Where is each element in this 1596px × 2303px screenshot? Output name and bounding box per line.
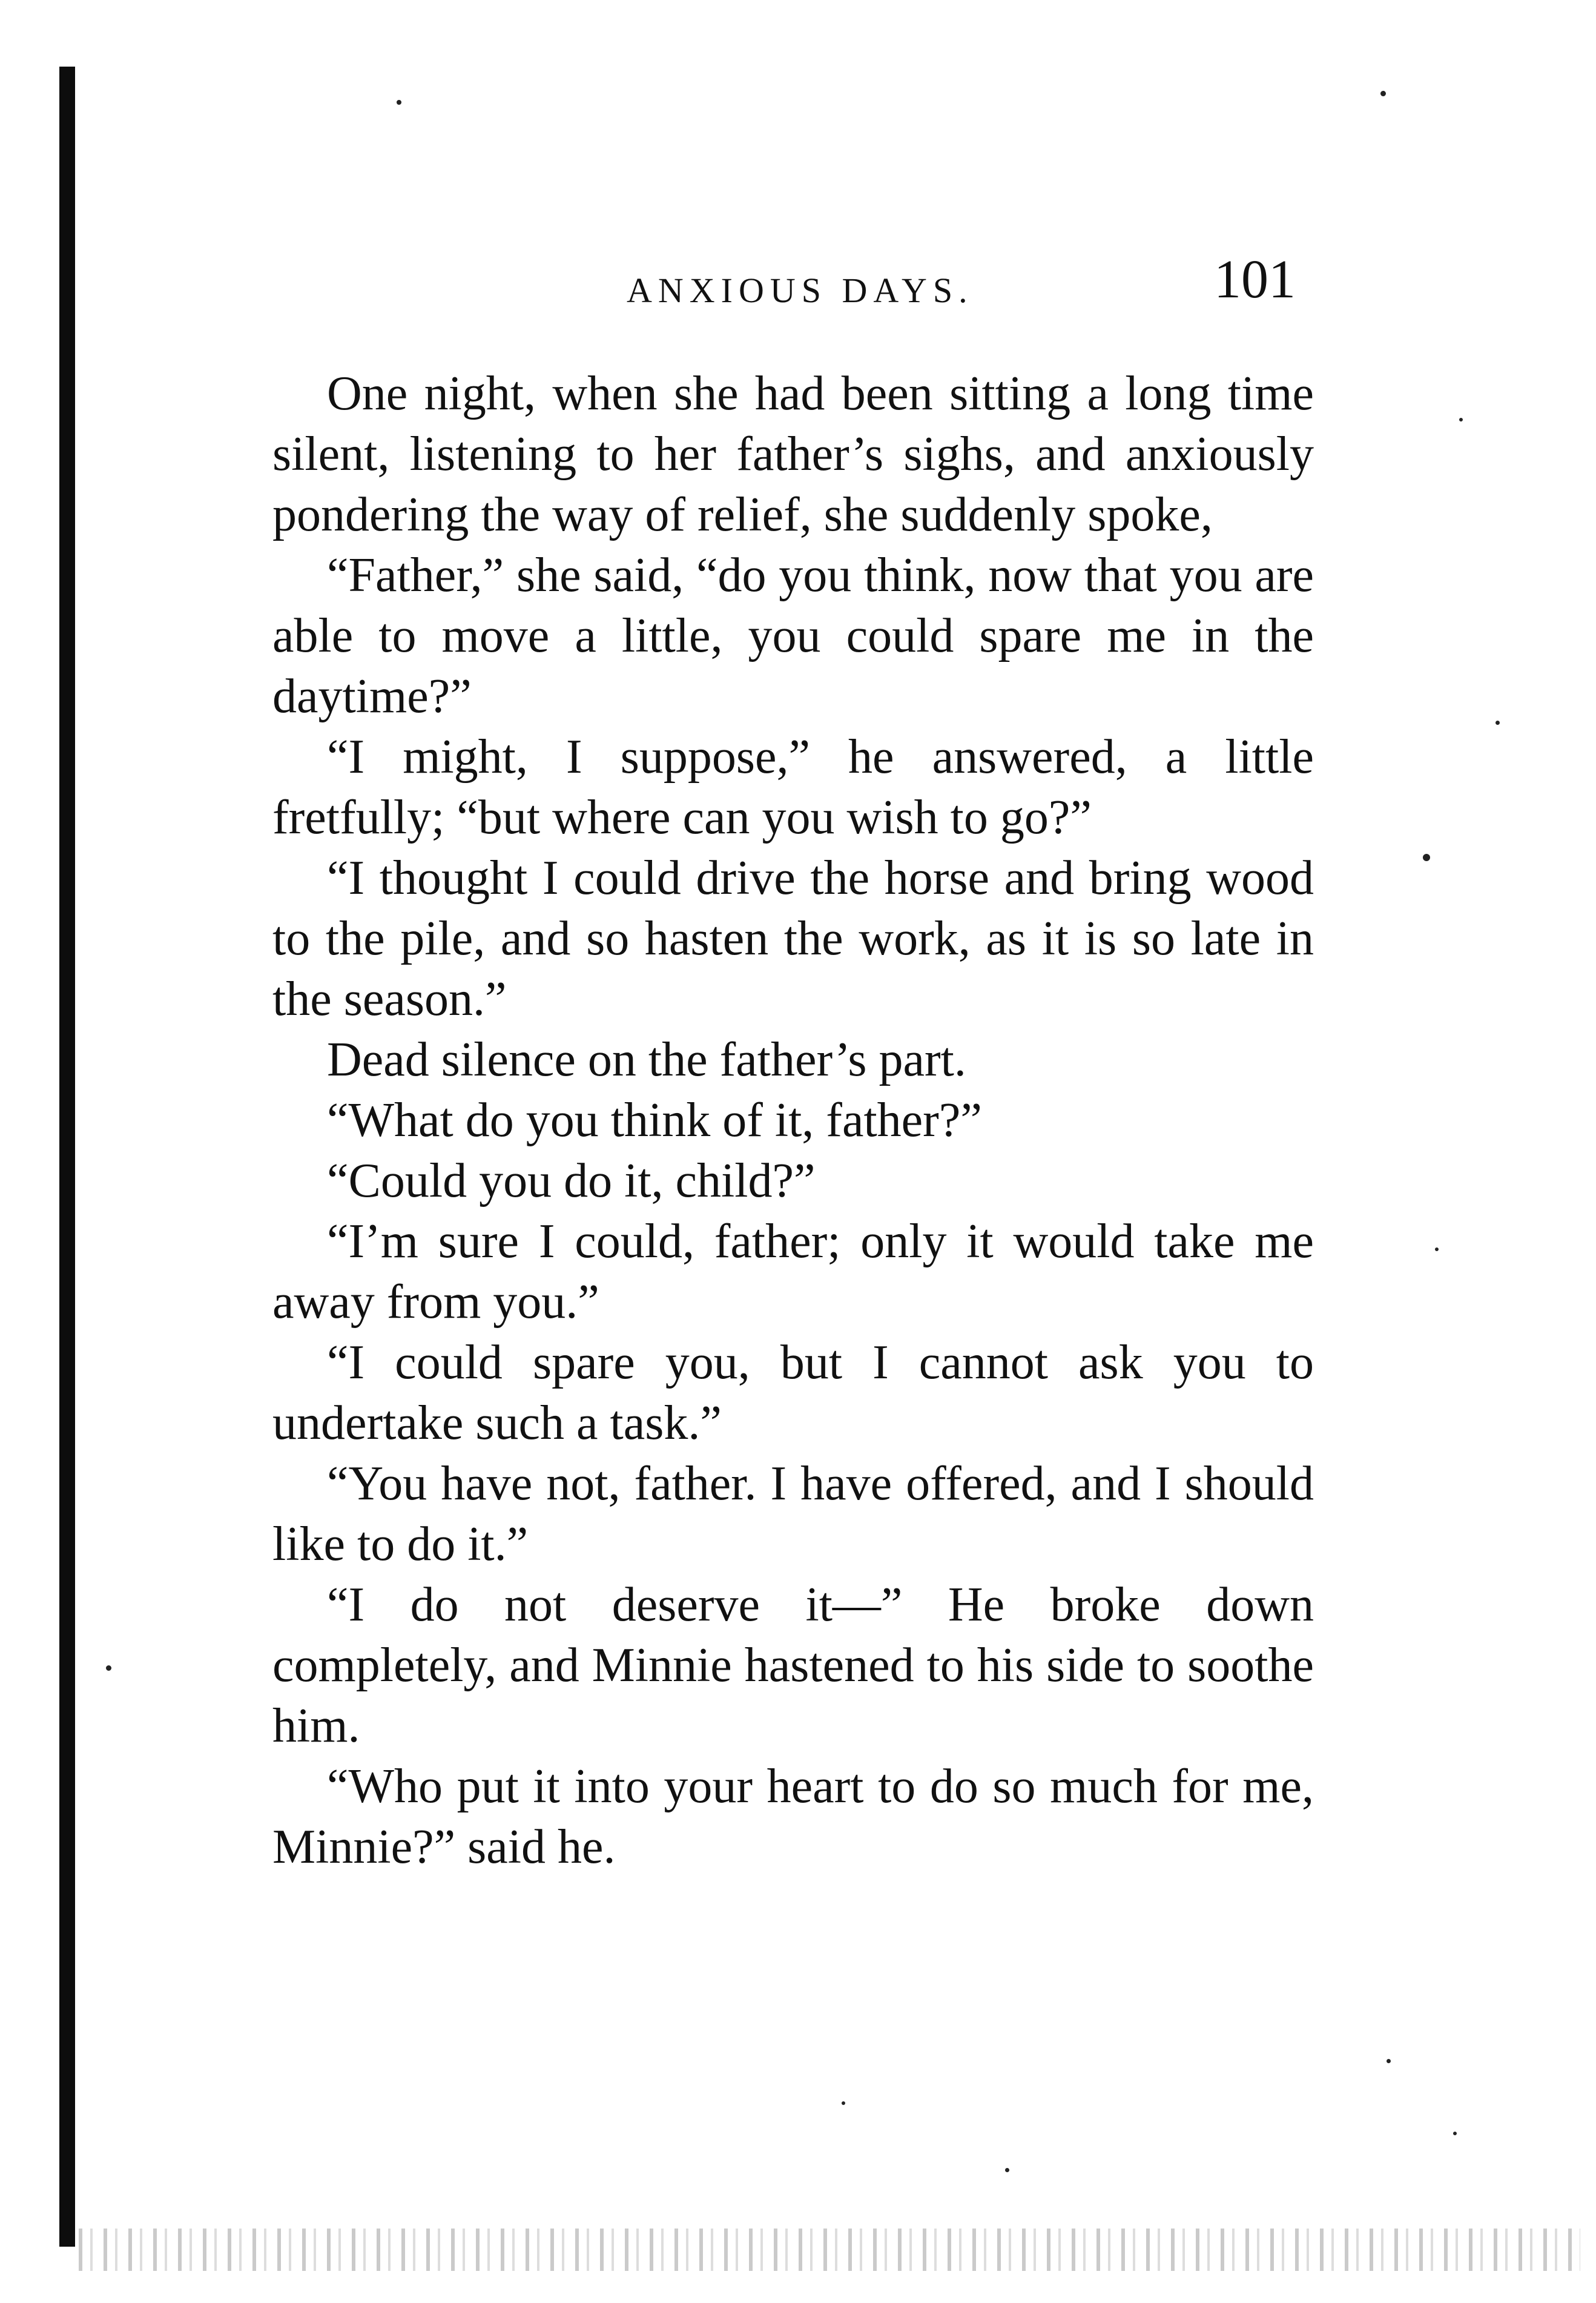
paragraph: “You have not, father. I have offered, and I should like to do it.” (272, 1457, 1314, 1571)
scan-speck (1387, 2059, 1391, 2063)
body-text (272, 363, 1314, 1877)
paragraph: “I’m sure I could, father; only it would take me away from you.” (272, 1215, 1314, 1329)
scan-speck (842, 2101, 845, 2105)
scan-speck (397, 100, 401, 105)
paragraph: “I do not deserve it—” He broke down completely, and Minnie hastened to his side to soothe him. (272, 1578, 1314, 1753)
page-header (272, 248, 1314, 315)
paragraph: “What do you think of it, father?” (327, 1094, 982, 1147)
paragraph: “Could you do it, child?” (327, 1154, 816, 1208)
paragraph: One night, when she had been sitting a long time silent, listening to her father’s sighs, and anxiously pondering the way of relief, she suddenly spoke, (272, 367, 1314, 541)
scan-speck (1380, 91, 1386, 96)
scan-speck (1453, 2132, 1457, 2135)
scan-speck (1005, 2168, 1009, 2172)
paragraph: “I thought I could drive the horse and bring wood to the pile, and so hasten the work, as it is so late in the season.” (272, 851, 1314, 1026)
page-number: 101 (1214, 249, 1296, 309)
paragraph: “I could spare you, but I cannot ask you to undertake such a task.” (272, 1336, 1314, 1450)
scan-speck (1459, 418, 1463, 421)
scan-noise (79, 2229, 1580, 2271)
scan-speck (1435, 1247, 1439, 1251)
paragraph: “I might, I suppose,” he answered, a little fretfully; “but where can you wish to go?” (272, 730, 1314, 844)
scan-speck (1495, 721, 1500, 725)
paragraph: “Who put it into your heart to do so much for me, Minnie?” said he. (272, 1760, 1314, 1874)
paragraph: Dead silence on the father’s part. (327, 1033, 966, 1086)
binding-edge-rule (59, 67, 75, 2247)
running-head: ANXIOUS DAYS. (627, 271, 974, 310)
paragraph: “Father,” she said, “do you think, now that you are able to move a little, you could spare me in the daytime?” (272, 549, 1314, 723)
scan-speck (106, 1665, 111, 1671)
scan-speck (1423, 854, 1430, 861)
